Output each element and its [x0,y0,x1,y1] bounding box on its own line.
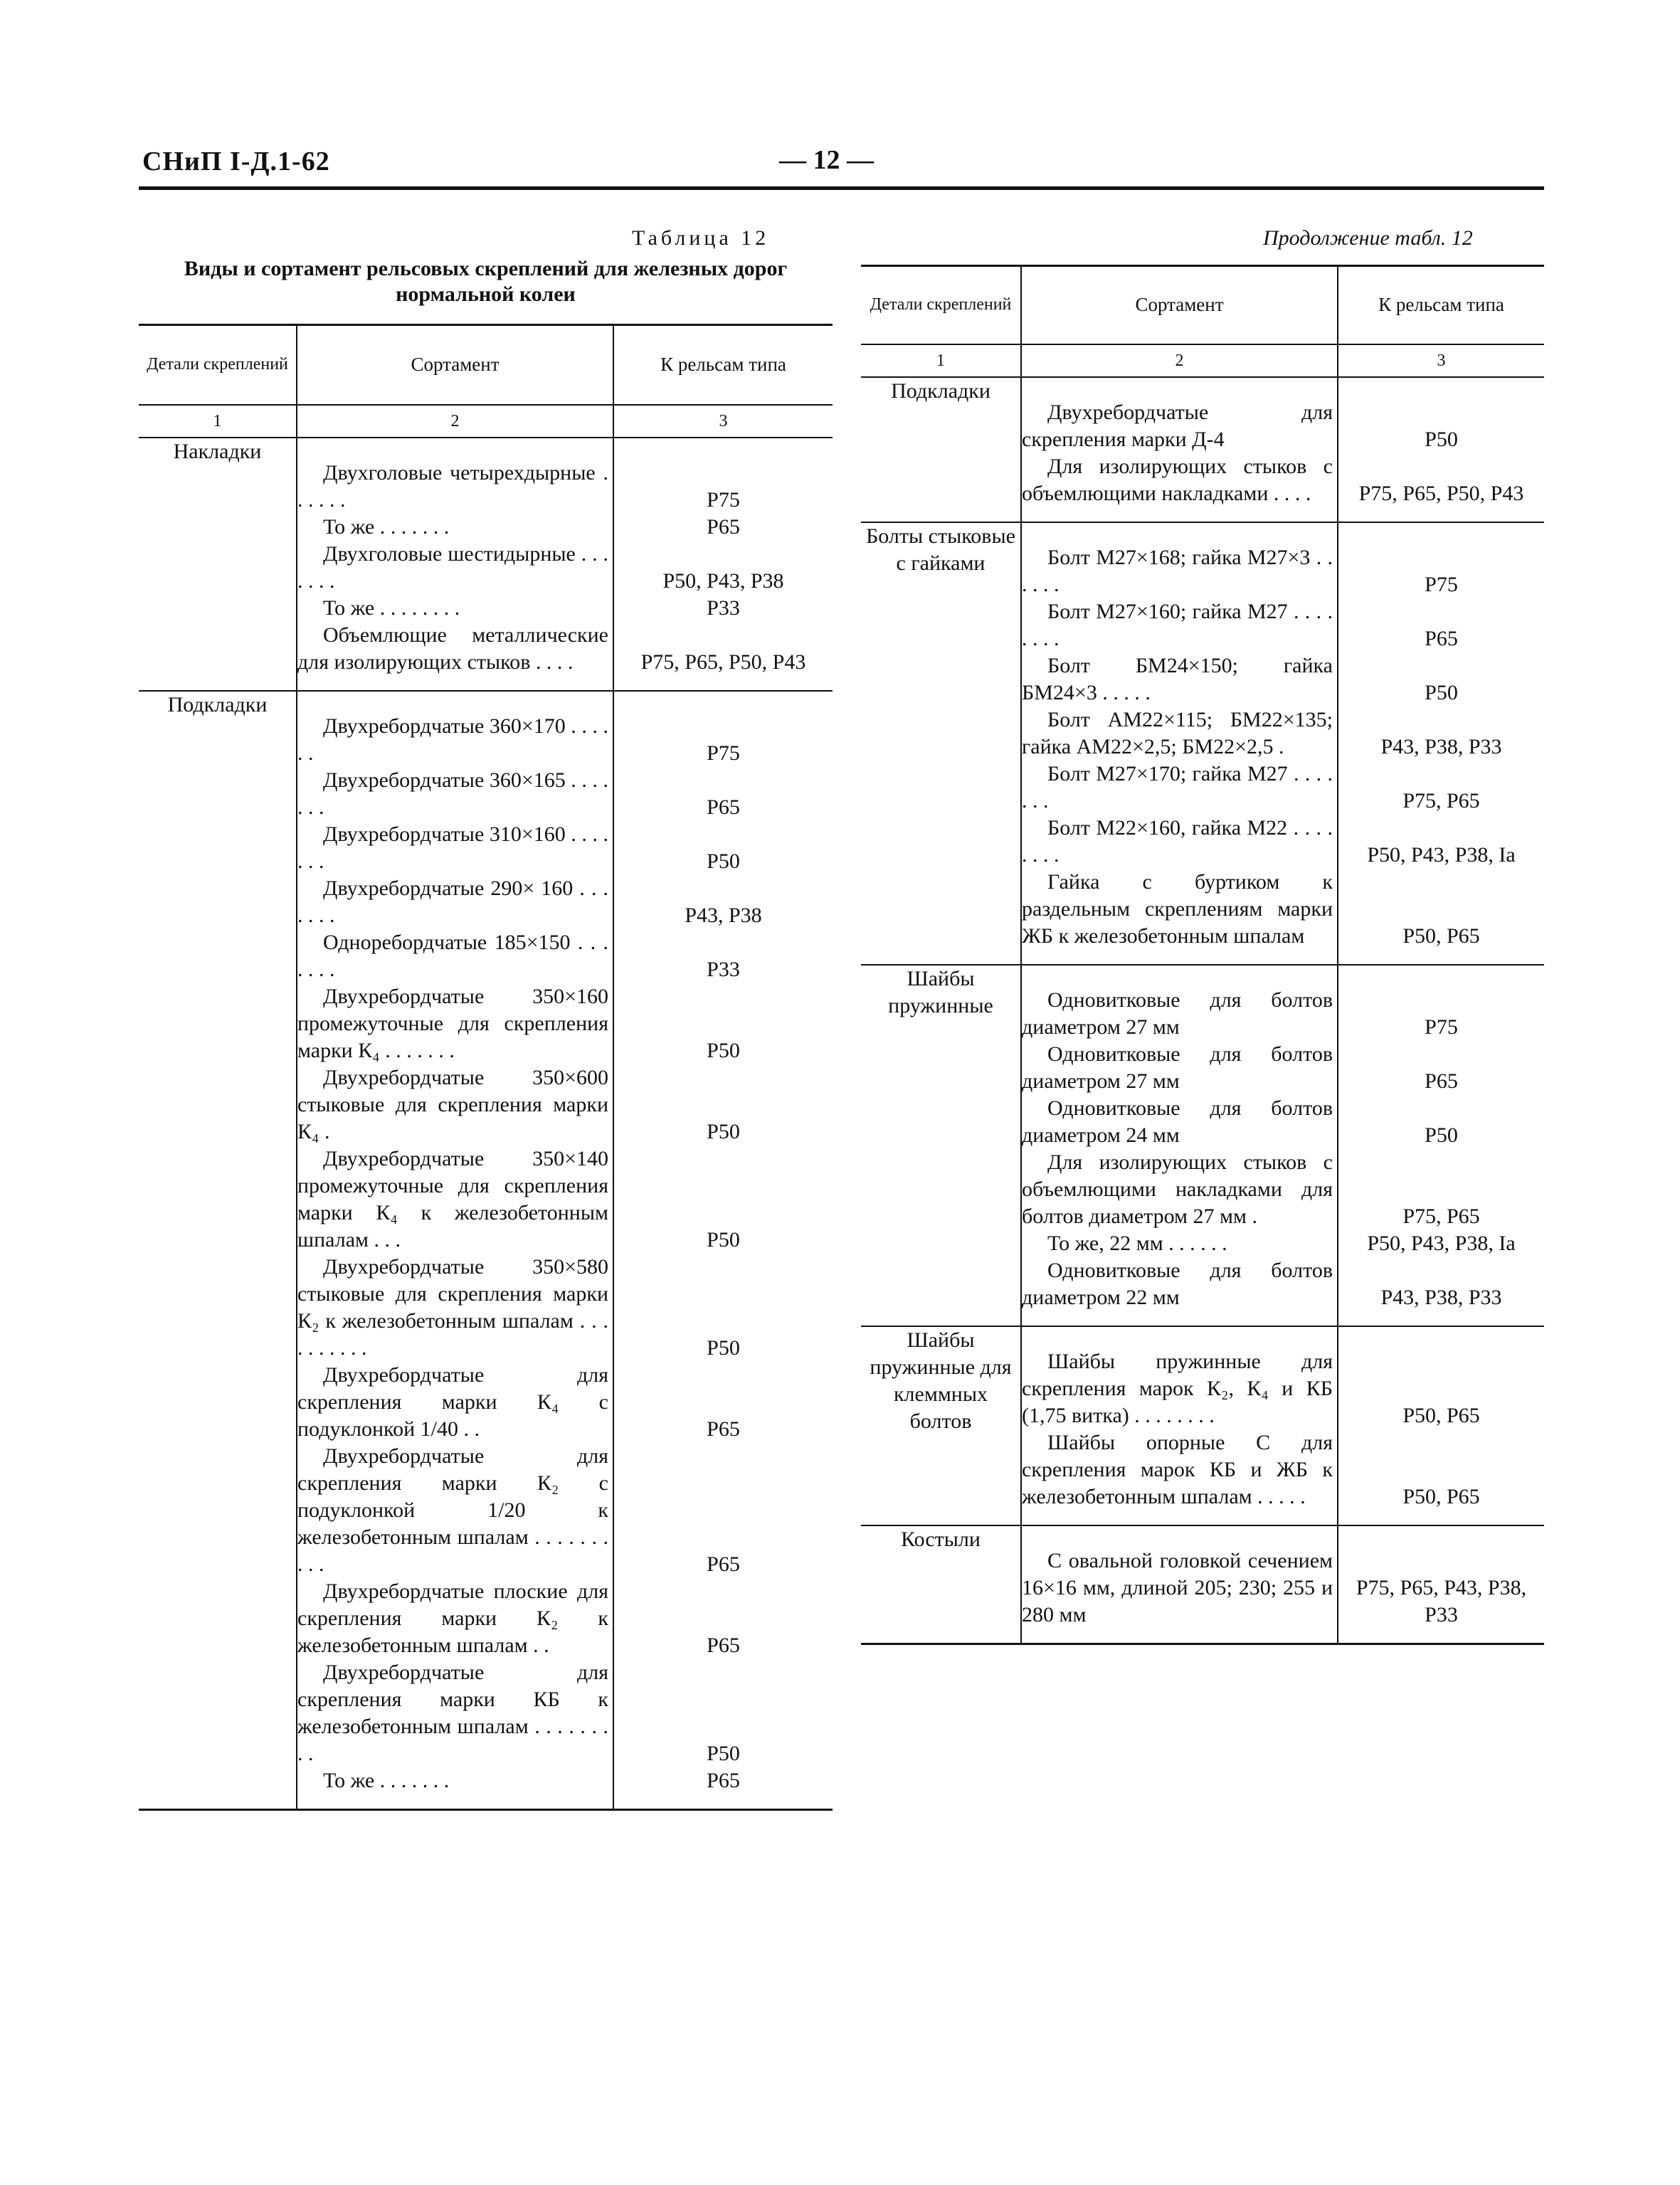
rails-item: Р75 [707,487,740,512]
sort-item: Двухголовые шестидырные . . . . . . . [297,541,608,593]
rails-item: Р33 [707,596,740,620]
col-header-rails: К рельсам типа [613,325,833,405]
rails-item: Р75, Р65 [1402,1204,1480,1228]
header-row [139,325,833,405]
sort-item: Одновитковые для болтов диаметром 22 мм [1022,1258,1333,1309]
left-table-body [139,325,833,1810]
sort-item: Объемлющие металлические для изолирующих стыков . . . . [297,623,608,674]
sort-item: Шайбы пружинные для скрепления марок К₂, К₄ и КБ (1,75 витка) . . . . . . . . [1022,1349,1333,1427]
sort-item: Двухребордчатые 350×600 стыковые для скрепления марки К₄ . [297,1065,608,1143]
group-sort-cell [297,438,613,691]
sort-item: То же . . . . . . . [323,1768,450,1792]
rails-item: Р43, Р38, Р33 [1380,734,1502,758]
sort-item: Шайбы опорные С для скрепления марок КБ и ЖБ к железобетонным шпалам . . . . . [1022,1430,1333,1508]
group-sort-cell [1021,1326,1338,1525]
rails-list [614,713,833,1794]
rails-list [1338,544,1544,950]
rails-item: Р75, Р65, Р43, Р38, Р33 [1356,1575,1527,1626]
rails-item: Р75, Р65, Р50, Р43 [640,650,806,674]
group-row [139,438,833,691]
rails-list [1338,1348,1544,1511]
rails-list [614,460,833,676]
col-header-sort: Сортамент [1021,266,1338,344]
rails-item: Р50, Р65 [1402,924,1480,948]
rails-item: Р75 [1425,572,1458,596]
group-name: Шайбы пружинные [861,965,1021,1326]
sort-item: Одновитковые для болтов диаметром 24 мм [1022,1096,1333,1147]
group-rails-cell [1338,965,1544,1326]
sort-item: Одновитковые для болтов диаметром 27 мм [1022,988,1333,1039]
group-sort-cell [1021,522,1338,965]
sort-list [297,713,613,1794]
group-rails-cell [1338,522,1544,965]
col-num-3: 3 [613,405,833,438]
group-sort-cell [1021,965,1338,1326]
rails-item: Р50, Р43, Р38 [662,568,784,593]
header-rule [139,186,1544,190]
rails-item: Р50 [707,849,740,873]
group-name: Накладки [139,438,297,691]
right-table [861,265,1544,1645]
group-row [861,377,1544,522]
sort-list [1022,1548,1337,1629]
rails-item: Р75, Р65, Р50, Р43 [1358,481,1524,505]
sort-item: Двухребордчатые 350×160 промежуточные для скрепления марки К₄ . . . . . . . [297,984,608,1062]
sort-item: Болт М22×160, гайка М22 . . . . . . . . [1022,815,1333,867]
group-row [861,1525,1544,1644]
sort-list [297,460,613,676]
rails-item: Р65 [1425,1069,1458,1093]
group-rails-cell [1338,1326,1544,1525]
sort-item: То же, 22 мм . . . . . . [1047,1231,1227,1255]
group-name: Подкладки [861,377,1021,522]
rails-item: Р65 [707,1417,740,1441]
rails-item: Р50, Р65 [1402,1403,1480,1427]
group-sort-cell [1021,377,1338,522]
rails-item: Р65 [707,1768,740,1792]
group-rails-cell [1338,377,1544,522]
sort-item: Гайка с буртиком к раздельным скреплениям марки ЖБ к железобетонным шпалам [1022,869,1333,948]
col-header-details: Детали скреплений [861,266,1021,344]
sort-item: Двухголовые четырехдырные . . . . . . [297,460,608,512]
rails-item: Р50 [1425,1123,1458,1147]
sort-item: Болт М27×168; гайка М27×3 . . . . . . [1022,545,1333,596]
group-name: Подкладки [139,691,297,1810]
rails-item: Р65 [1425,626,1458,650]
rails-item: Р50 [707,1335,740,1360]
rails-item: Р50 [707,1038,740,1062]
rails-item: Р65 [707,795,740,819]
rails-item: Р50 [707,1227,740,1252]
column-numbers-row [861,344,1544,377]
rails-list [1338,1548,1544,1629]
sort-item: Болт М27×160; гайка М27 . . . . . . . . [1022,599,1333,650]
table-left [139,324,833,1811]
col-num-3: 3 [1338,344,1544,377]
sort-list [1022,399,1337,507]
sort-item: Одноребордчатые 185×150 . . . . . . . [297,930,608,981]
group-row [861,522,1544,965]
sort-item: Двухребордчатые для скрепления марки К₂ с подуклонкой 1/20 к железобетонным шпалам . . . . . . . . . . [297,1444,608,1576]
rails-item: Р65 [707,514,740,539]
sort-item: Двухребордчатые плоские для скрепления марки К₂ к железобетонным шпалам . . [297,1579,608,1657]
rails-item: Р50 [707,1119,740,1143]
sort-item: Двухребордчатые для скрепления марки К₄ с подуклонкой 1/40 . . [297,1363,608,1441]
sort-item: Двухребордчатые 310×160 . . . . . . . [297,822,608,873]
table-right [861,265,1544,1645]
page-number: — 12 — [779,145,874,175]
sort-item: Двухребордчатые 360×170 . . . . . . [297,714,608,765]
group-sort-cell [297,691,613,1810]
rails-list [1338,399,1544,507]
rails-item: Р75 [1425,1015,1458,1039]
group-row [861,965,1544,1326]
group-name: Шайбы пружинные для клеммных болтов [861,1326,1021,1525]
table-title: Виды и сортамент рельсовых скреплений для железных дорог нормальной колеи [184,257,788,306]
col-header-rails: К рельсам типа [1338,266,1544,344]
rails-list [1338,987,1544,1311]
sort-item: Одновитковые для болтов диаметром 27 мм [1022,1042,1333,1093]
document-code: СНиП I-Д.1-62 [142,147,330,176]
group-name: Болты стыковые с гайками [861,522,1021,965]
sort-item: То же . . . . . . . . [323,596,460,620]
sort-item: Болт М27×170; гайка М27 . . . . . . . [1022,761,1333,813]
col-num-1: 1 [139,405,297,438]
rails-item: Р50 [1425,427,1458,451]
col-num-2: 2 [297,405,613,438]
continuation-label: Продолжение табл. 12 [1263,226,1473,250]
sort-item: Двухребордчатые для скрепления марки КБ к железобетонным шпалам . . . . . . . . . [297,1660,608,1765]
sort-list [1022,987,1337,1311]
table-number: Таблица 12 [632,226,770,250]
sort-item: Двухребордчатые для скрепления марки Д-4 [1022,400,1333,451]
col-num-1: 1 [861,344,1021,377]
left-table [139,324,833,1811]
rails-item: Р50, Р43, Р38, Iа [1367,842,1516,867]
sort-item: С овальной головкой сечением 16×16 мм, длиной 205; 230; 255 и 280 мм [1022,1548,1333,1626]
group-sort-cell [1021,1525,1338,1644]
group-row [861,1326,1544,1525]
rails-item: Р50, Р43, Р38, Iа [1367,1231,1516,1255]
group-rails-cell [1338,1525,1544,1644]
right-table-body [861,266,1544,1644]
col-header-sort: Сортамент [297,325,613,405]
group-row [139,691,833,1810]
rails-item: Р75, Р65 [1402,788,1480,813]
rails-item: Р65 [707,1552,740,1576]
rails-item: Р50 [1425,680,1458,704]
rails-item: Р43, Р38 [685,903,762,927]
sort-item: Двухребордчатые 360×165 . . . . . . . [297,768,608,819]
column-numbers-row [139,405,833,438]
rails-item: Р43, Р38, Р33 [1380,1285,1502,1309]
rails-item: Р50, Р65 [1402,1484,1480,1508]
group-rails-cell [613,438,833,691]
sort-item: Болт АМ22×115; БМ22×135; гайка АМ22×2,5; БМ22×2,5 . [1022,707,1333,758]
sort-item: Двухребордчатые 290× 160 . . . . . . . [297,876,608,927]
sort-list [1022,1348,1337,1511]
sort-item: Болт БМ24×150; гайка БМ24×3 . . . . . [1022,653,1333,704]
header-row [861,266,1544,344]
sort-item: То же . . . . . . . [323,514,450,539]
sort-item: Двухребордчатые 350×140 промежуточные для скрепления марки К₄ к железобетонным шпалам . . . [297,1146,608,1252]
sort-item: Для изолирующих стыков с объемлющими накладками для болтов диаметром 27 мм . [1022,1150,1333,1228]
group-rails-cell [613,691,833,1810]
sort-list [1022,544,1337,950]
group-name: Костыли [861,1525,1021,1644]
col-header-details: Детали скреплений [139,325,297,405]
rails-item: Р50 [707,1741,740,1765]
rails-item: Р65 [707,1633,740,1657]
sort-item: Двухребордчатые 350×580 стыковые для скрепления марки К₂ к железобетонным шпалам . . . . . . . . . . [297,1254,608,1360]
rails-item: Р75 [707,741,740,765]
col-num-2: 2 [1021,344,1338,377]
rails-item: Р33 [707,957,740,981]
sort-item: Для изолирующих стыков с объемлющими накладками . . . . [1022,454,1333,505]
